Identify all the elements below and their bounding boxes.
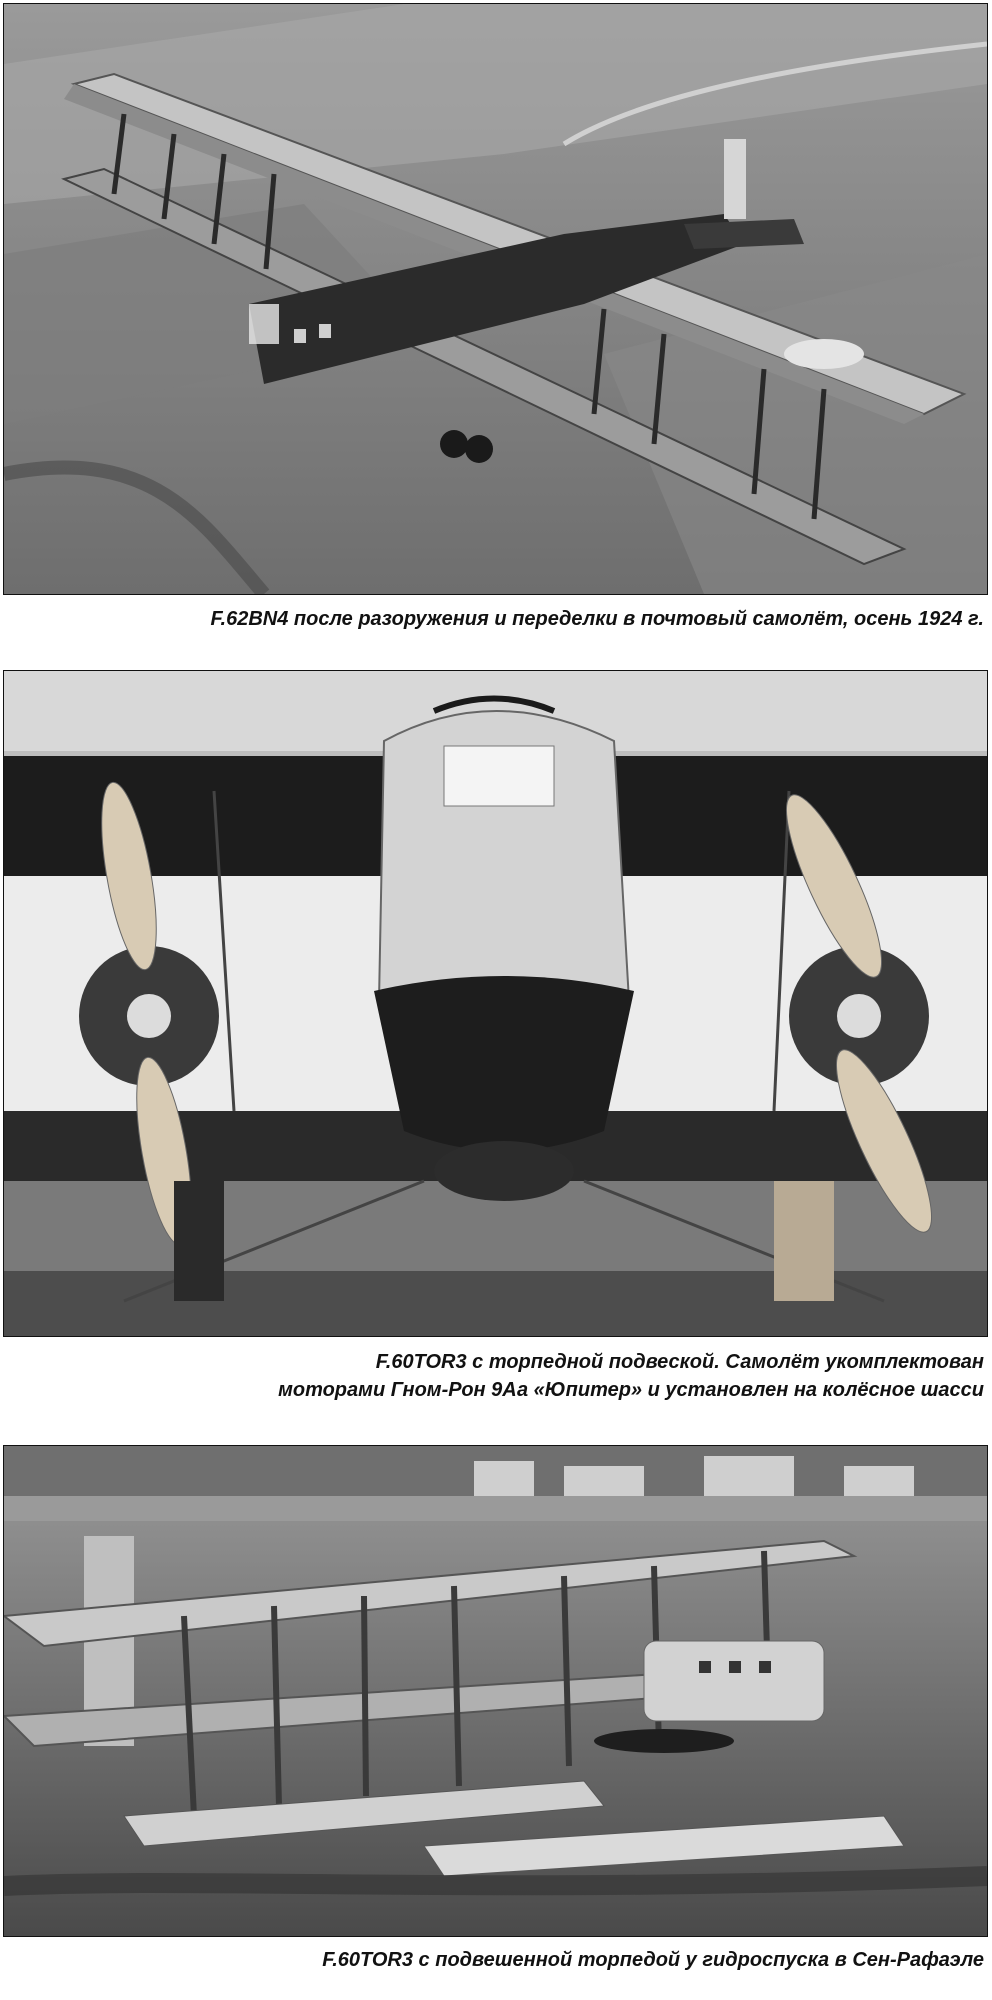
caption-1 [211, 605, 984, 633]
photo-3-drawing [4, 1446, 987, 1936]
photo-2-f60tor3-front-view [3, 670, 988, 1337]
photo-1-f62bn4-in-flight [3, 3, 988, 595]
caption-1-line-1: F.62BN4 после разоружения и переделки в почтовый самолёт, осень 1924 г. [210, 608, 984, 630]
photo-3-f60tor3-seaplane [3, 1445, 988, 1937]
caption-2 [278, 1348, 984, 1404]
caption-2-line-1: F.60TOR3 с торпедной подвеской. Самолёт укомплектован [375, 1351, 984, 1373]
caption-3 [322, 1946, 984, 1974]
photo-1-drawing [4, 4, 987, 594]
photo-2-drawing [4, 671, 987, 1336]
caption-3-line-1: F.60TOR3 с подвешенной торпедой у гидроспуска в Сен-Рафаэле [322, 1949, 984, 1971]
caption-2-line-2: моторами Гном-Рон 9Аа «Юпитер» и установлен на колёсное шасси [278, 1379, 984, 1401]
